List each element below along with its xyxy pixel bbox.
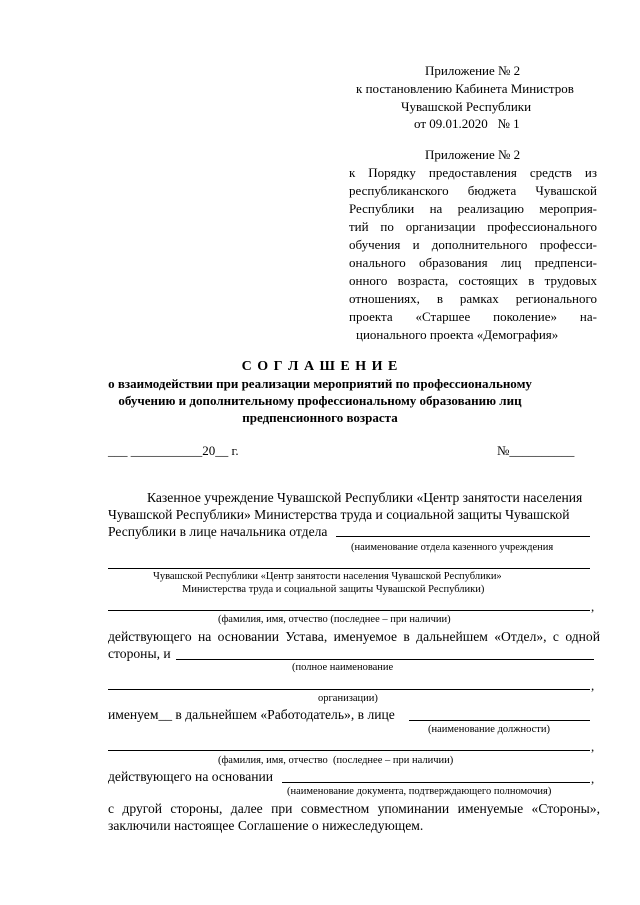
appendix-2-line: к Порядку предоставления средств из <box>349 165 597 180</box>
appendix-2-line: обучения и дополнительного професси- <box>349 237 597 252</box>
representative-fullname-blank <box>108 750 590 751</box>
appendix-1-line: к постановлению Кабинета Министров <box>356 81 574 96</box>
paragraph-4-line: действующего на основании <box>108 769 274 784</box>
organization-name-blank-2 <box>108 689 590 690</box>
position-blank <box>409 720 590 721</box>
appendix-2-line: онального образования лиц предпенси- <box>349 255 597 270</box>
appendix-2-line: республиканского бюджета Чувашской <box>349 183 597 198</box>
appendix-2-text <box>349 164 597 326</box>
appendix-2-last-line: ционального проекта «Демография» <box>356 327 559 342</box>
paragraph-5-line: заключили настоящее Соглашение о нижеследующем. <box>108 818 424 833</box>
date-field: ___ ___________20__ г. <box>108 443 239 458</box>
agreement-subtitle-line: предпенсионного возраста <box>242 410 398 425</box>
comma: , <box>591 678 595 693</box>
comma: , <box>591 739 595 754</box>
appendix-2-line: проекта «Старшее поколение» на- <box>349 309 597 324</box>
authority-document-blank <box>282 782 590 783</box>
paragraph-2-line: стороны, и <box>108 646 171 661</box>
department-name-caption-2: Чувашской Республики «Центр занятости населения Чувашской Республики» <box>153 571 502 582</box>
comma: , <box>591 599 595 614</box>
appendix-2-line: тий по организации профессионального <box>349 219 597 234</box>
organization-name-caption-2: организации) <box>318 693 378 704</box>
organization-name-caption: (полное наименование <box>292 662 394 673</box>
appendix-1-line: Приложение № 2 <box>425 63 521 78</box>
representative-fullname-caption: (фамилия, имя, отчество (последнее – при наличии) <box>218 755 454 766</box>
paragraph-1-line: Республики в лице начальника отдела <box>108 524 328 539</box>
department-name-blank-2 <box>108 568 590 569</box>
authority-document-caption: (наименование документа, подтверждающего полномочия) <box>287 786 552 797</box>
head-fullname-blank <box>108 610 590 611</box>
paragraph-3-line: именуем__ в дальнейшем «Работодатель», в лице <box>108 707 395 722</box>
organization-name-blank <box>176 659 594 660</box>
paragraph-1-line: Казенное учреждение Чувашской Республики «Центр занятости населения <box>147 490 583 505</box>
appendix-2-title: Приложение № 2 <box>425 147 521 162</box>
head-fullname-caption: (фамилия, имя, отчество (последнее – при наличии) <box>218 614 451 625</box>
department-name-blank <box>336 536 590 537</box>
appendix-1-line: от 09.01.2020 № 1 <box>414 116 520 131</box>
position-caption: (наименование должности) <box>428 724 551 735</box>
appendix-2-line: Республики на реализацию мероприя- <box>349 201 597 216</box>
appendix-2-line: отношениях, в рамках регионального <box>349 291 597 306</box>
paragraph-2-line: действующего на основании Устава, именуемое в дальнейшем «Отдел», с одной <box>108 629 600 644</box>
appendix-1-line: Чувашской Республики <box>401 99 532 114</box>
department-name-caption: (наименование отдела казенного учреждения <box>351 542 554 553</box>
paragraph-1-line: Чувашской Республики» Министерства труда и социальной защиты Чувашской <box>108 507 570 522</box>
comma: , <box>591 771 595 786</box>
agreement-title: С О Г Л А Ш Е Н И Е <box>241 359 399 374</box>
agreement-subtitle-line: обучению и дополнительному профессиональному образованию лиц <box>118 393 522 408</box>
agreement-subtitle-line: о взаимодействии при реализации мероприятий по профессиональному <box>108 376 532 391</box>
department-name-caption-3: Министерства труда и социальной защиты Чувашской Республики) <box>182 584 485 595</box>
paragraph-5-line: с другой стороны, далее при совместном упоминании именуемые «Стороны», <box>108 801 600 816</box>
appendix-2-line: онного возраста, состоящих в трудовых <box>349 273 597 288</box>
number-field: №__________ <box>497 443 575 458</box>
